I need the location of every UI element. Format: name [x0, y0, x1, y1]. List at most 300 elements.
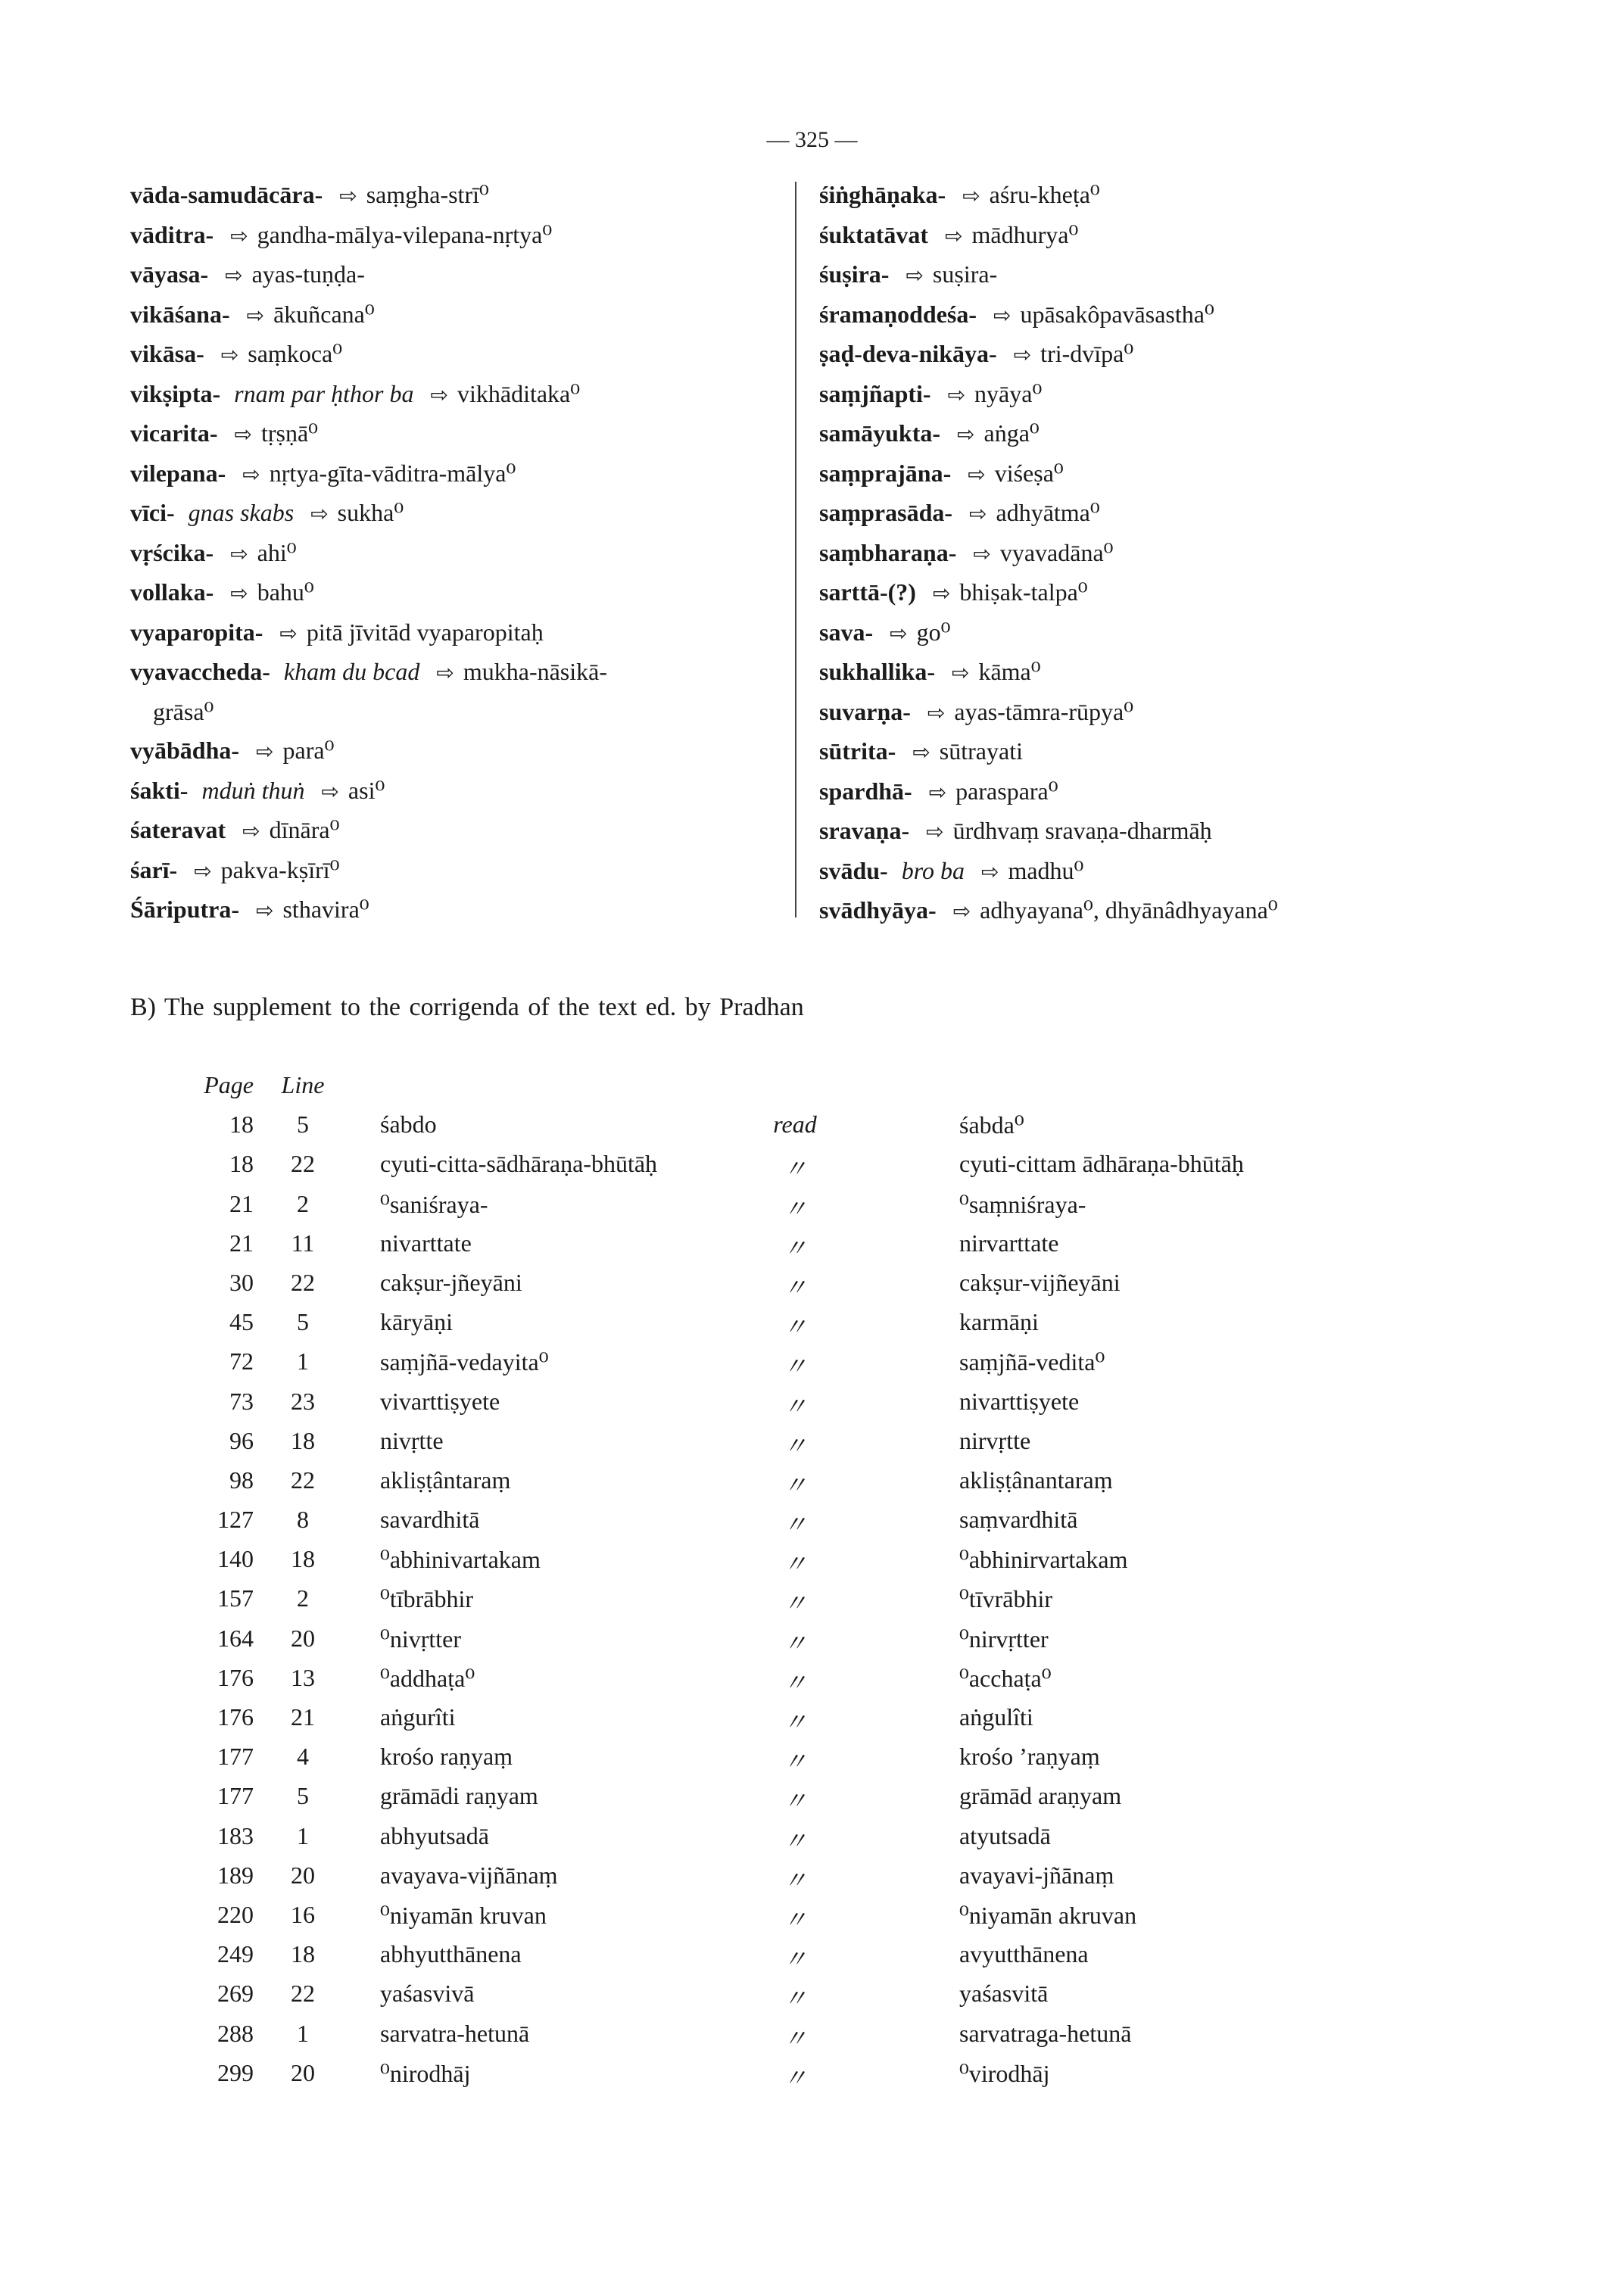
index-entry	[819, 693, 1501, 733]
cell-line: 1	[297, 1821, 309, 1849]
index-entry	[130, 414, 796, 454]
arrow-icon: ⇨	[246, 302, 265, 328]
cell-page: 18	[229, 1111, 254, 1139]
table-row	[182, 1980, 1423, 2019]
cell-wrong-reading: savardhitā	[380, 1506, 480, 1534]
arrow-icon: ⇨	[242, 461, 260, 487]
index-entry	[819, 534, 1501, 574]
cross-reference: saṃgha-strī⁰	[366, 181, 489, 208]
cell-wrong-reading: abhyutthānena	[380, 1940, 522, 1968]
index-entry	[819, 454, 1501, 494]
index-entry	[130, 335, 796, 375]
index-entry	[130, 573, 796, 613]
cross-reference: vikhāditaka⁰	[457, 379, 581, 407]
headword: saṃprajāna-	[819, 459, 952, 487]
index-entry	[819, 335, 1501, 375]
cell-correct-reading: ⁰virodhāj	[959, 2059, 1050, 2087]
cell-correct-reading: nirvṛtte	[959, 1426, 1031, 1454]
index-entry	[819, 375, 1501, 415]
cell-line: 22	[291, 1268, 315, 1296]
headword: vikāsa-	[130, 340, 204, 367]
cell-line: 2	[297, 1189, 309, 1217]
headword: spardhā-	[819, 777, 912, 805]
headword: sūtrita-	[819, 737, 896, 765]
cell-correct-reading: avayavi-jñānaṃ	[959, 1861, 1114, 1889]
arrow-icon: ⇨	[951, 660, 970, 685]
cross-reference: vyavadāna⁰	[999, 538, 1114, 566]
arrow-icon: ⇨	[927, 699, 946, 725]
table-row	[182, 1111, 1423, 1150]
index-entry	[819, 216, 1501, 256]
cell-page: 98	[229, 1466, 254, 1494]
cell-correct-reading: ⁰nirvṛtter	[959, 1625, 1049, 1653]
cell-line: 2	[297, 1584, 309, 1612]
headword: vyaparopita-	[130, 618, 263, 646]
cross-reference: saṃkoca⁰	[248, 340, 343, 367]
cross-reference: mādhurya⁰	[971, 220, 1079, 248]
cell-page: 189	[217, 1861, 254, 1889]
cell-page: 177	[217, 1782, 254, 1810]
headword: śiṅghāṇaka-	[819, 181, 946, 208]
cell-wrong-reading: ⁰nirodhāj	[380, 2059, 471, 2087]
header-line: Line	[281, 1071, 325, 1098]
index-column-left	[130, 176, 796, 930]
cell-correct-reading: ⁰tīvrābhir	[959, 1585, 1053, 1613]
index-entry	[130, 771, 796, 812]
cell-wrong-reading: akliṣṭântaraṃ	[380, 1466, 511, 1494]
table-row	[182, 1545, 1423, 1584]
index-entry	[130, 890, 796, 930]
table-row	[182, 1229, 1423, 1269]
headword: saṃjñapti-	[819, 379, 931, 407]
cell-page: 220	[217, 1900, 254, 1928]
arrow-icon: ⇨	[906, 263, 924, 288]
cell-page: 45	[229, 1308, 254, 1336]
cell-wrong-reading: cyuti-citta-sādhāraṇa-bhūtāḥ	[380, 1150, 658, 1178]
cell-wrong-reading: sarvatra-hetunā	[380, 2019, 530, 2047]
cell-read-marker: 〃	[782, 1709, 807, 1736]
arrow-icon: ⇨	[890, 620, 908, 646]
table-row	[182, 1743, 1423, 1782]
arrow-icon: ⇨	[234, 422, 252, 447]
cell-correct-reading: cyuti-cittam ādhāraṇa-bhūtāḥ	[959, 1150, 1244, 1178]
index-entry	[819, 812, 1501, 852]
arrow-icon: ⇨	[230, 581, 248, 606]
cell-wrong-reading: ⁰nivṛtter	[380, 1625, 462, 1653]
table-row	[182, 1427, 1423, 1466]
cell-read-marker: 〃	[782, 1985, 807, 2013]
tibetan-equivalent: rnam par ḥthor ba	[234, 379, 414, 407]
headword: vikṣipta-	[130, 379, 221, 407]
arrow-icon: ⇨	[436, 660, 454, 685]
cross-reference: ākuñcana⁰	[273, 300, 375, 328]
cell-read-marker: 〃	[782, 2024, 807, 2052]
cell-read-marker: 〃	[782, 1432, 807, 1460]
cross-reference: para⁰	[282, 737, 335, 764]
arrow-icon: ⇨	[242, 818, 260, 843]
arrow-icon: ⇨	[969, 501, 987, 526]
header-page: Page	[204, 1071, 254, 1098]
cell-correct-reading: atyutsadā	[959, 1821, 1051, 1849]
index-entry	[819, 414, 1501, 454]
headword: sarttā-(?)	[819, 578, 916, 606]
cross-reference-continued: grāsa⁰	[153, 697, 214, 725]
arrow-icon: ⇨	[952, 899, 971, 924]
cell-page: 176	[217, 1703, 254, 1731]
cell-correct-reading: krośo ’raṇyaṃ	[959, 1743, 1100, 1771]
index-entry	[819, 772, 1501, 812]
headword: vīci-	[130, 499, 175, 526]
index-entry	[819, 494, 1501, 534]
table-row	[182, 2059, 1423, 2098]
headword: vāda-samudācāra-	[130, 181, 323, 208]
index-entry	[819, 176, 1501, 216]
cross-reference: viśeṣa⁰	[994, 459, 1064, 487]
cell-line: 1	[297, 2019, 309, 2047]
index-entry	[130, 613, 796, 653]
headword: śarī-	[130, 855, 178, 883]
cell-correct-reading: nirvarttate	[959, 1229, 1059, 1257]
headword: saṃprasāda-	[819, 499, 953, 526]
cell-correct-reading: grāmād araṇyam	[959, 1782, 1122, 1810]
table-row	[182, 1308, 1423, 1347]
arrow-icon: ⇨	[962, 183, 980, 208]
cross-reference: adhyātma⁰	[996, 499, 1100, 526]
cross-reference: ayas-tuṇḍa-	[251, 260, 365, 288]
cell-read-marker: 〃	[782, 1313, 807, 1341]
cell-read-marker: 〃	[782, 1866, 807, 1894]
index-entry	[130, 811, 796, 851]
headword: vollaka-	[130, 578, 214, 606]
cell-read-marker: 〃	[782, 1155, 807, 1183]
index-entry	[130, 295, 796, 335]
cell-line: 5	[297, 1111, 309, 1139]
headword: sukhallika-	[819, 658, 935, 685]
cell-wrong-reading: śabdo	[380, 1111, 437, 1139]
index-entry	[819, 891, 1501, 931]
index-entry	[130, 494, 796, 534]
cell-read-marker: 〃	[782, 1550, 807, 1578]
cell-line: 18	[291, 1545, 315, 1573]
headword: śramaṇoddeśa-	[819, 300, 977, 328]
cross-reference: sūtrayati	[939, 737, 1023, 765]
table-row	[182, 1703, 1423, 1743]
headword: sava-	[819, 618, 874, 646]
index-entry	[819, 613, 1501, 653]
cell-wrong-reading: ⁰niyamān kruvan	[380, 1901, 547, 1929]
cell-read-marker: 〃	[782, 1234, 807, 1262]
page-number: — 325 —	[766, 127, 858, 152]
cell-correct-reading: sarvatraga-hetunā	[959, 2019, 1132, 2047]
arrow-icon: ⇨	[256, 898, 274, 923]
cell-wrong-reading: vivarttiṣyete	[380, 1387, 500, 1415]
arrow-icon: ⇨	[947, 382, 966, 407]
cross-reference: aśru-kheṭa⁰	[989, 181, 1100, 208]
headword: vyavaccheda-	[130, 658, 270, 685]
cell-read-marker: 〃	[782, 2064, 807, 2092]
table-row	[182, 1466, 1423, 1506]
section-b-heading: B) The supplement to the corrigenda of the text ed. by Pradhan	[130, 993, 804, 1021]
cell-line: 21	[291, 1703, 315, 1731]
cell-line: 22	[291, 1980, 315, 2008]
cell-wrong-reading: saṃjñā-vedayita⁰	[380, 1348, 549, 1376]
index-entry	[130, 216, 796, 256]
table-row	[182, 1150, 1423, 1189]
cell-correct-reading: ⁰abhinirvartakam	[959, 1546, 1128, 1574]
index-entry	[819, 653, 1501, 693]
headword: samāyukta-	[819, 419, 941, 447]
cell-page: 299	[217, 2058, 254, 2086]
cross-reference: go⁰	[916, 618, 951, 646]
cross-reference: ahi⁰	[257, 538, 297, 566]
headword: sravaṇa-	[819, 817, 910, 844]
headword: svādu-	[819, 856, 888, 884]
cell-correct-reading: śabda⁰	[959, 1111, 1024, 1139]
cell-page: 127	[217, 1506, 254, 1534]
cross-reference: tri-dvīpa⁰	[1040, 340, 1134, 367]
cell-correct-reading: avyutthānena	[959, 1940, 1089, 1968]
index-entry	[130, 375, 796, 415]
column-divider	[795, 182, 796, 918]
cross-reference: ayas-tāmra-rūpya⁰	[954, 697, 1134, 725]
table-row	[182, 1822, 1423, 1862]
cell-read-marker: 〃	[782, 1195, 807, 1223]
cell-read-marker: 〃	[782, 1471, 807, 1499]
table-row	[182, 1664, 1423, 1703]
cell-correct-reading: saṃjñā-vedita⁰	[959, 1348, 1105, 1376]
cell-page: 269	[217, 1980, 254, 2008]
cell-wrong-reading: nivarttate	[380, 1229, 472, 1257]
cell-page: 183	[217, 1821, 254, 1849]
arrow-icon: ⇨	[220, 342, 239, 367]
arrow-icon: ⇨	[912, 740, 930, 765]
headword: saṃbharaṇa-	[819, 538, 957, 566]
cross-reference: upāsakôpavāsastha⁰	[1020, 300, 1214, 328]
cell-line: 16	[291, 1900, 315, 1928]
cell-page: 73	[229, 1387, 254, 1415]
cell-correct-reading: ⁰niyamān akruvan	[959, 1901, 1137, 1929]
cross-reference: paraspara⁰	[955, 777, 1058, 805]
cell-read-marker: 〃	[782, 1629, 807, 1657]
cross-reference: bahu⁰	[257, 578, 314, 606]
cross-reference: asi⁰	[348, 776, 385, 804]
cell-correct-reading: akliṣṭânantaraṃ	[959, 1466, 1113, 1494]
index-entry	[819, 852, 1501, 892]
cell-page: 18	[229, 1150, 254, 1178]
index-column-right	[819, 176, 1501, 931]
cell-page: 21	[229, 1229, 254, 1257]
arrow-icon: ⇨	[230, 541, 248, 566]
arrow-icon: ⇨	[430, 382, 448, 407]
cell-read-marker: 〃	[782, 1511, 807, 1539]
cell-wrong-reading: ⁰addhaṭa⁰	[380, 1664, 475, 1692]
cell-correct-reading: cakṣur-vijñeyāni	[959, 1268, 1121, 1296]
tibetan-equivalent: mduṅ thuṅ	[201, 776, 305, 804]
cell-line: 20	[291, 2058, 315, 2086]
index-entry	[130, 653, 796, 731]
index-entry	[130, 851, 796, 891]
tibetan-equivalent: kham du bcad	[283, 658, 420, 685]
cell-page: 249	[217, 1940, 254, 1968]
cell-wrong-reading: krośo raṇyaṃ	[380, 1743, 513, 1771]
cross-reference: gandha-mālya-vilepana-nṛtya⁰	[257, 220, 553, 248]
cell-line: 1	[297, 1347, 309, 1375]
cell-read-marker: 〃	[782, 1668, 807, 1696]
arrow-icon: ⇨	[957, 422, 975, 447]
index-entry	[819, 295, 1501, 335]
cell-wrong-reading: kāryāṇi	[380, 1308, 453, 1336]
cell-line: 11	[291, 1229, 315, 1257]
arrow-icon: ⇨	[932, 581, 951, 606]
cross-reference: nyāya⁰	[974, 379, 1043, 407]
cross-reference: sthavira⁰	[282, 896, 369, 923]
cell-page: 140	[217, 1545, 254, 1573]
arrow-icon: ⇨	[194, 858, 212, 883]
cell-wrong-reading: yaśasvivā	[380, 1980, 475, 2008]
cell-line: 13	[291, 1663, 315, 1691]
cross-reference: ūrdhvaṃ sravaṇa-dharmāḥ	[952, 817, 1212, 844]
index-entry	[130, 176, 796, 216]
cell-line: 5	[297, 1308, 309, 1336]
headword: vicarita-	[130, 419, 218, 447]
headword: vṛścika-	[130, 538, 214, 566]
table-row	[182, 1388, 1423, 1427]
cross-reference: suṣira-	[932, 260, 998, 288]
cell-page: 157	[217, 1584, 254, 1612]
arrow-icon: ⇨	[279, 620, 298, 646]
headword: vāyasa-	[130, 260, 209, 288]
index-entry	[130, 454, 796, 494]
index-entry	[130, 731, 796, 771]
cross-reference: tṛṣṇā⁰	[260, 419, 318, 447]
table-header-row	[182, 1071, 1423, 1111]
cell-read-marker: 〃	[782, 1392, 807, 1420]
cell-wrong-reading: ⁰tībrābhir	[380, 1585, 474, 1613]
cell-wrong-reading: aṅgurîti	[380, 1703, 456, 1731]
cell-line: 5	[297, 1782, 309, 1810]
cross-reference: aṅga⁰	[983, 419, 1040, 447]
cell-wrong-reading: ⁰abhinivartakam	[380, 1546, 541, 1574]
cross-reference: pitā jīvitād vyaparopitaḥ	[306, 618, 544, 646]
arrow-icon: ⇨	[926, 819, 944, 844]
cell-line: 22	[291, 1466, 315, 1494]
cell-read-marker: 〃	[782, 1353, 807, 1381]
headword: vilepana-	[130, 459, 226, 487]
table-row	[182, 1901, 1423, 1940]
headword: svādhyāya-	[819, 896, 937, 924]
arrow-icon: ⇨	[321, 778, 339, 804]
cell-page: 72	[229, 1347, 254, 1375]
table-row	[182, 1862, 1423, 1901]
arrow-icon: ⇨	[980, 858, 999, 884]
cell-read-marker: 〃	[782, 1827, 807, 1855]
cell-line: 20	[291, 1861, 315, 1889]
headword: vāditra-	[130, 220, 214, 248]
arrow-icon: ⇨	[256, 739, 274, 764]
index-entry	[130, 534, 796, 574]
cell-read-marker: 〃	[782, 1590, 807, 1618]
cell-read-marker: 〃	[782, 1273, 807, 1301]
headword: śakti-	[130, 776, 189, 804]
cell-correct-reading: ⁰acchaṭa⁰	[959, 1664, 1052, 1692]
headword: Śāriputra-	[130, 896, 239, 923]
cell-page: 30	[229, 1268, 254, 1296]
index-entry	[130, 255, 796, 295]
cell-wrong-reading: abhyutsadā	[380, 1821, 489, 1849]
cell-page: 176	[217, 1663, 254, 1691]
index-entry	[819, 255, 1501, 295]
headword: śateravat	[130, 816, 226, 843]
arrow-icon: ⇨	[230, 223, 248, 248]
cell-read-marker: read	[773, 1111, 817, 1139]
headword: suvarṇa-	[819, 697, 911, 725]
arrow-icon: ⇨	[968, 461, 986, 487]
arrow-icon: ⇨	[225, 263, 243, 288]
table-row	[182, 1347, 1423, 1387]
cross-reference: kāma⁰	[978, 658, 1041, 685]
arrow-icon: ⇨	[310, 501, 329, 526]
table-row	[182, 1782, 1423, 1821]
table-row	[182, 1940, 1423, 1980]
cross-reference: sukha⁰	[337, 499, 404, 526]
table-row	[182, 1506, 1423, 1545]
cross-reference: bhiṣak-talpa⁰	[959, 578, 1088, 606]
arrow-icon: ⇨	[339, 183, 357, 208]
headword: vikāśana-	[130, 300, 230, 328]
cell-line: 8	[297, 1506, 309, 1534]
cell-line: 22	[291, 1150, 315, 1178]
corrigenda-table	[182, 1071, 1423, 2098]
cell-wrong-reading: nivṛtte	[380, 1426, 444, 1454]
arrow-icon: ⇨	[993, 302, 1011, 328]
cell-page: 21	[229, 1189, 254, 1217]
cell-line: 18	[291, 1426, 315, 1454]
tibetan-equivalent: bro ba	[901, 856, 965, 884]
cell-line: 20	[291, 1624, 315, 1652]
cell-correct-reading: saṃvardhitā	[959, 1506, 1078, 1534]
cell-read-marker: 〃	[782, 1748, 807, 1776]
cell-correct-reading: karmāṇi	[959, 1308, 1039, 1336]
cell-page: 164	[217, 1624, 254, 1652]
cell-line: 18	[291, 1940, 315, 1968]
headword: ṣaḍ-deva-nikāya-	[819, 340, 997, 367]
table-row	[182, 1584, 1423, 1624]
cell-page: 288	[217, 2019, 254, 2047]
index-entry	[819, 732, 1501, 772]
cell-correct-reading: ⁰saṃniśraya-	[959, 1190, 1086, 1218]
cell-page: 96	[229, 1426, 254, 1454]
cell-wrong-reading: ⁰saniśraya-	[380, 1190, 488, 1218]
cell-read-marker: 〃	[782, 1787, 807, 1815]
cell-line: 23	[291, 1387, 315, 1415]
cross-reference: nṛtya-gīta-vāditra-mālya⁰	[269, 459, 516, 487]
headword: vyābādha-	[130, 737, 240, 764]
cell-wrong-reading: grāmādi raṇyam	[380, 1782, 538, 1810]
headword: śuṣira-	[819, 260, 890, 288]
cell-wrong-reading: cakṣur-jñeyāni	[380, 1268, 522, 1296]
arrow-icon: ⇨	[1013, 342, 1032, 367]
cross-reference: pakva-kṣīrī⁰	[220, 855, 340, 883]
table-row	[182, 1269, 1423, 1308]
table-row	[182, 2020, 1423, 2059]
table-row	[182, 1625, 1423, 1664]
table-row	[182, 1190, 1423, 1229]
cross-reference: dīnāra⁰	[269, 816, 340, 843]
cell-correct-reading: nivarttiṣyete	[959, 1387, 1080, 1415]
arrow-icon: ⇨	[973, 541, 991, 566]
cell-correct-reading: aṅgulîti	[959, 1703, 1033, 1731]
cell-correct-reading: yaśasvitā	[959, 1980, 1049, 2008]
